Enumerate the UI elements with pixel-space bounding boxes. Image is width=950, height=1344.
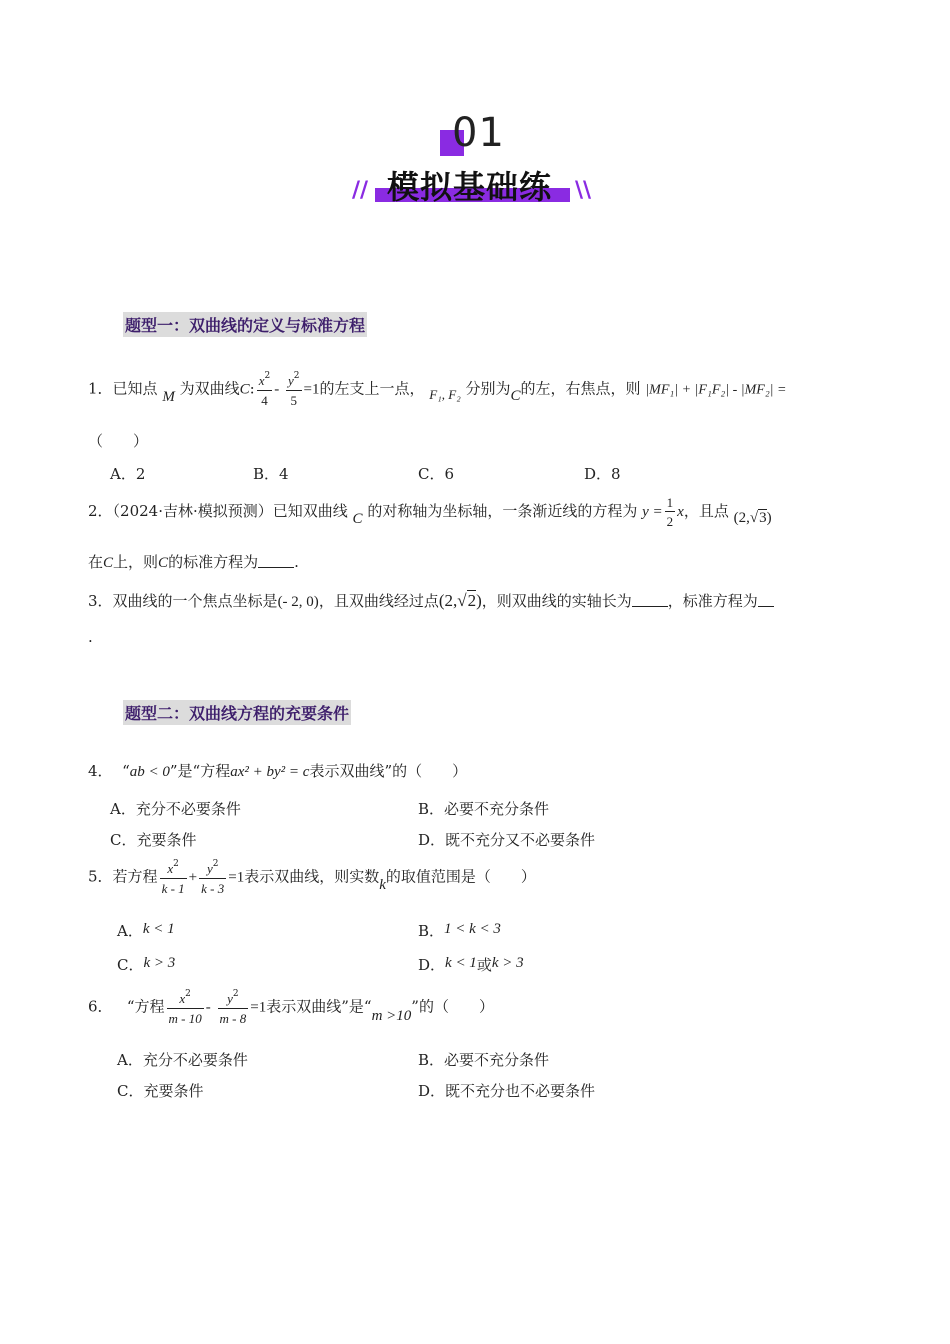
q5-option-b[interactable]: B．1 < k < 3	[418, 921, 501, 940]
q1-option-a[interactable]: A．2	[110, 465, 146, 483]
q1-abs-expression: |MF₁| + |F₁F₂| - |MF₂| =	[645, 382, 787, 398]
q4-option-b[interactable]: B．必要不充分条件	[418, 800, 550, 818]
q1-number: 1．	[88, 379, 113, 398]
header-number: 01	[452, 110, 505, 156]
q2-fraction: $\frac{1}{2}$	[666, 495, 674, 529]
q5-fraction-x: $\frac{x^2}{k - 1}$	[161, 859, 185, 896]
question-2: 2．（2024·吉林·模拟预测）已知双曲线 C 的对称轴为坐标轴，一条渐近线的方程为 y = $\frac{1}{2}$ x，且点 (2,√3)	[88, 495, 772, 529]
q6-option-a[interactable]: A．充分不必要条件	[117, 1051, 248, 1069]
section-title-1: 题型一：双曲线的定义与标准方程	[123, 312, 367, 337]
q4-number: 4．	[88, 762, 113, 780]
question-4: 4． “ab < 0”是“方程ax² + by² = c表示双曲线”的（ ）	[88, 762, 468, 780]
question-1: 1．已知点 M 为双曲线C: $\frac{x^2}{4}$ - $\frac{y^2}{5}$ =1的左支上一点， F₁, F₂ 分别为C的左，右焦点，则 |MF₁| + |F₁F₂| - |MF₂| =	[88, 371, 787, 408]
q1-option-c[interactable]: C．6	[418, 465, 455, 483]
q5-option-d[interactable]: D．k < 1或k > 3	[418, 955, 524, 974]
header-title: 模拟基础练	[387, 168, 553, 206]
q5-option-c[interactable]: C．k > 3	[117, 955, 176, 974]
q5-fraction-y: $\frac{y^2}{k - 3}$	[201, 859, 225, 896]
q4-option-a[interactable]: A．充分不必要条件	[110, 800, 241, 818]
q3-focus: (- 2, 0)	[277, 594, 319, 610]
q6-option-d[interactable]: D．既不充分也不必要条件	[418, 1082, 596, 1100]
q3-end-dot: .	[88, 628, 93, 646]
q6-fraction-x: $\frac{x^2}{m - 10}$	[168, 989, 202, 1026]
q6-number: 6．	[88, 997, 113, 1016]
q2-point: (2,√3)	[733, 510, 772, 526]
q3-axis-length-blank[interactable]	[632, 594, 668, 607]
q5-number: 5．	[88, 867, 113, 886]
right-slash-decoration: \\	[575, 178, 592, 203]
q6-fraction-y: $\frac{y^2}{m - 8}$	[219, 989, 247, 1026]
q2-number: 2．	[88, 502, 113, 520]
q6-option-b[interactable]: B．必要不充分条件	[418, 1051, 550, 1069]
q1-fraction-x: $\frac{x^2}{4}$	[258, 371, 271, 408]
q5-option-a[interactable]: A．k < 1	[117, 921, 175, 940]
q1-option-d[interactable]: D．8	[584, 465, 621, 483]
q6-option-c[interactable]: C．充要条件	[117, 1082, 204, 1100]
q2-answer-blank[interactable]	[258, 555, 294, 568]
q1-answer-paren: （ ）	[88, 432, 149, 450]
q3-equation-blank[interactable]	[758, 594, 774, 607]
question-2-line2: 在C上，则C的标准方程为 .	[88, 553, 299, 571]
question-5: 5．若方程 $\frac{x^2}{k - 1}$ + $\frac{y^2}{k - 3}$ =1表示双曲线，则实数k的取值范围是（ ）	[88, 859, 536, 896]
q4-option-d[interactable]: D．既不充分又不必要条件	[418, 831, 596, 849]
q4-option-c[interactable]: C．充要条件	[110, 831, 197, 849]
q3-point: (2,√2)	[438, 591, 482, 610]
q1-fraction-y: $\frac{y^2}{5}$	[288, 371, 300, 408]
question-6: 6． “方程 $\frac{x^2}{m - 10}$ - $\frac{y^2}{m - 8}$ =1表示双曲线”是“m >10”的（ ）	[88, 989, 494, 1026]
q1-foci: F₁, F₂	[429, 386, 461, 402]
left-slash-decoration: //	[352, 178, 369, 203]
section-title-2: 题型二：双曲线方程的充要条件	[123, 700, 351, 725]
q3-number: 3．	[88, 592, 113, 610]
question-3: 3．双曲线的一个焦点坐标是(- 2, 0)，且双曲线经过点(2,√2)，则双曲线的实轴长为 ，标准方程为	[88, 590, 774, 611]
q1-point-m: M	[162, 388, 175, 405]
q1-option-b[interactable]: B．4	[253, 465, 289, 483]
